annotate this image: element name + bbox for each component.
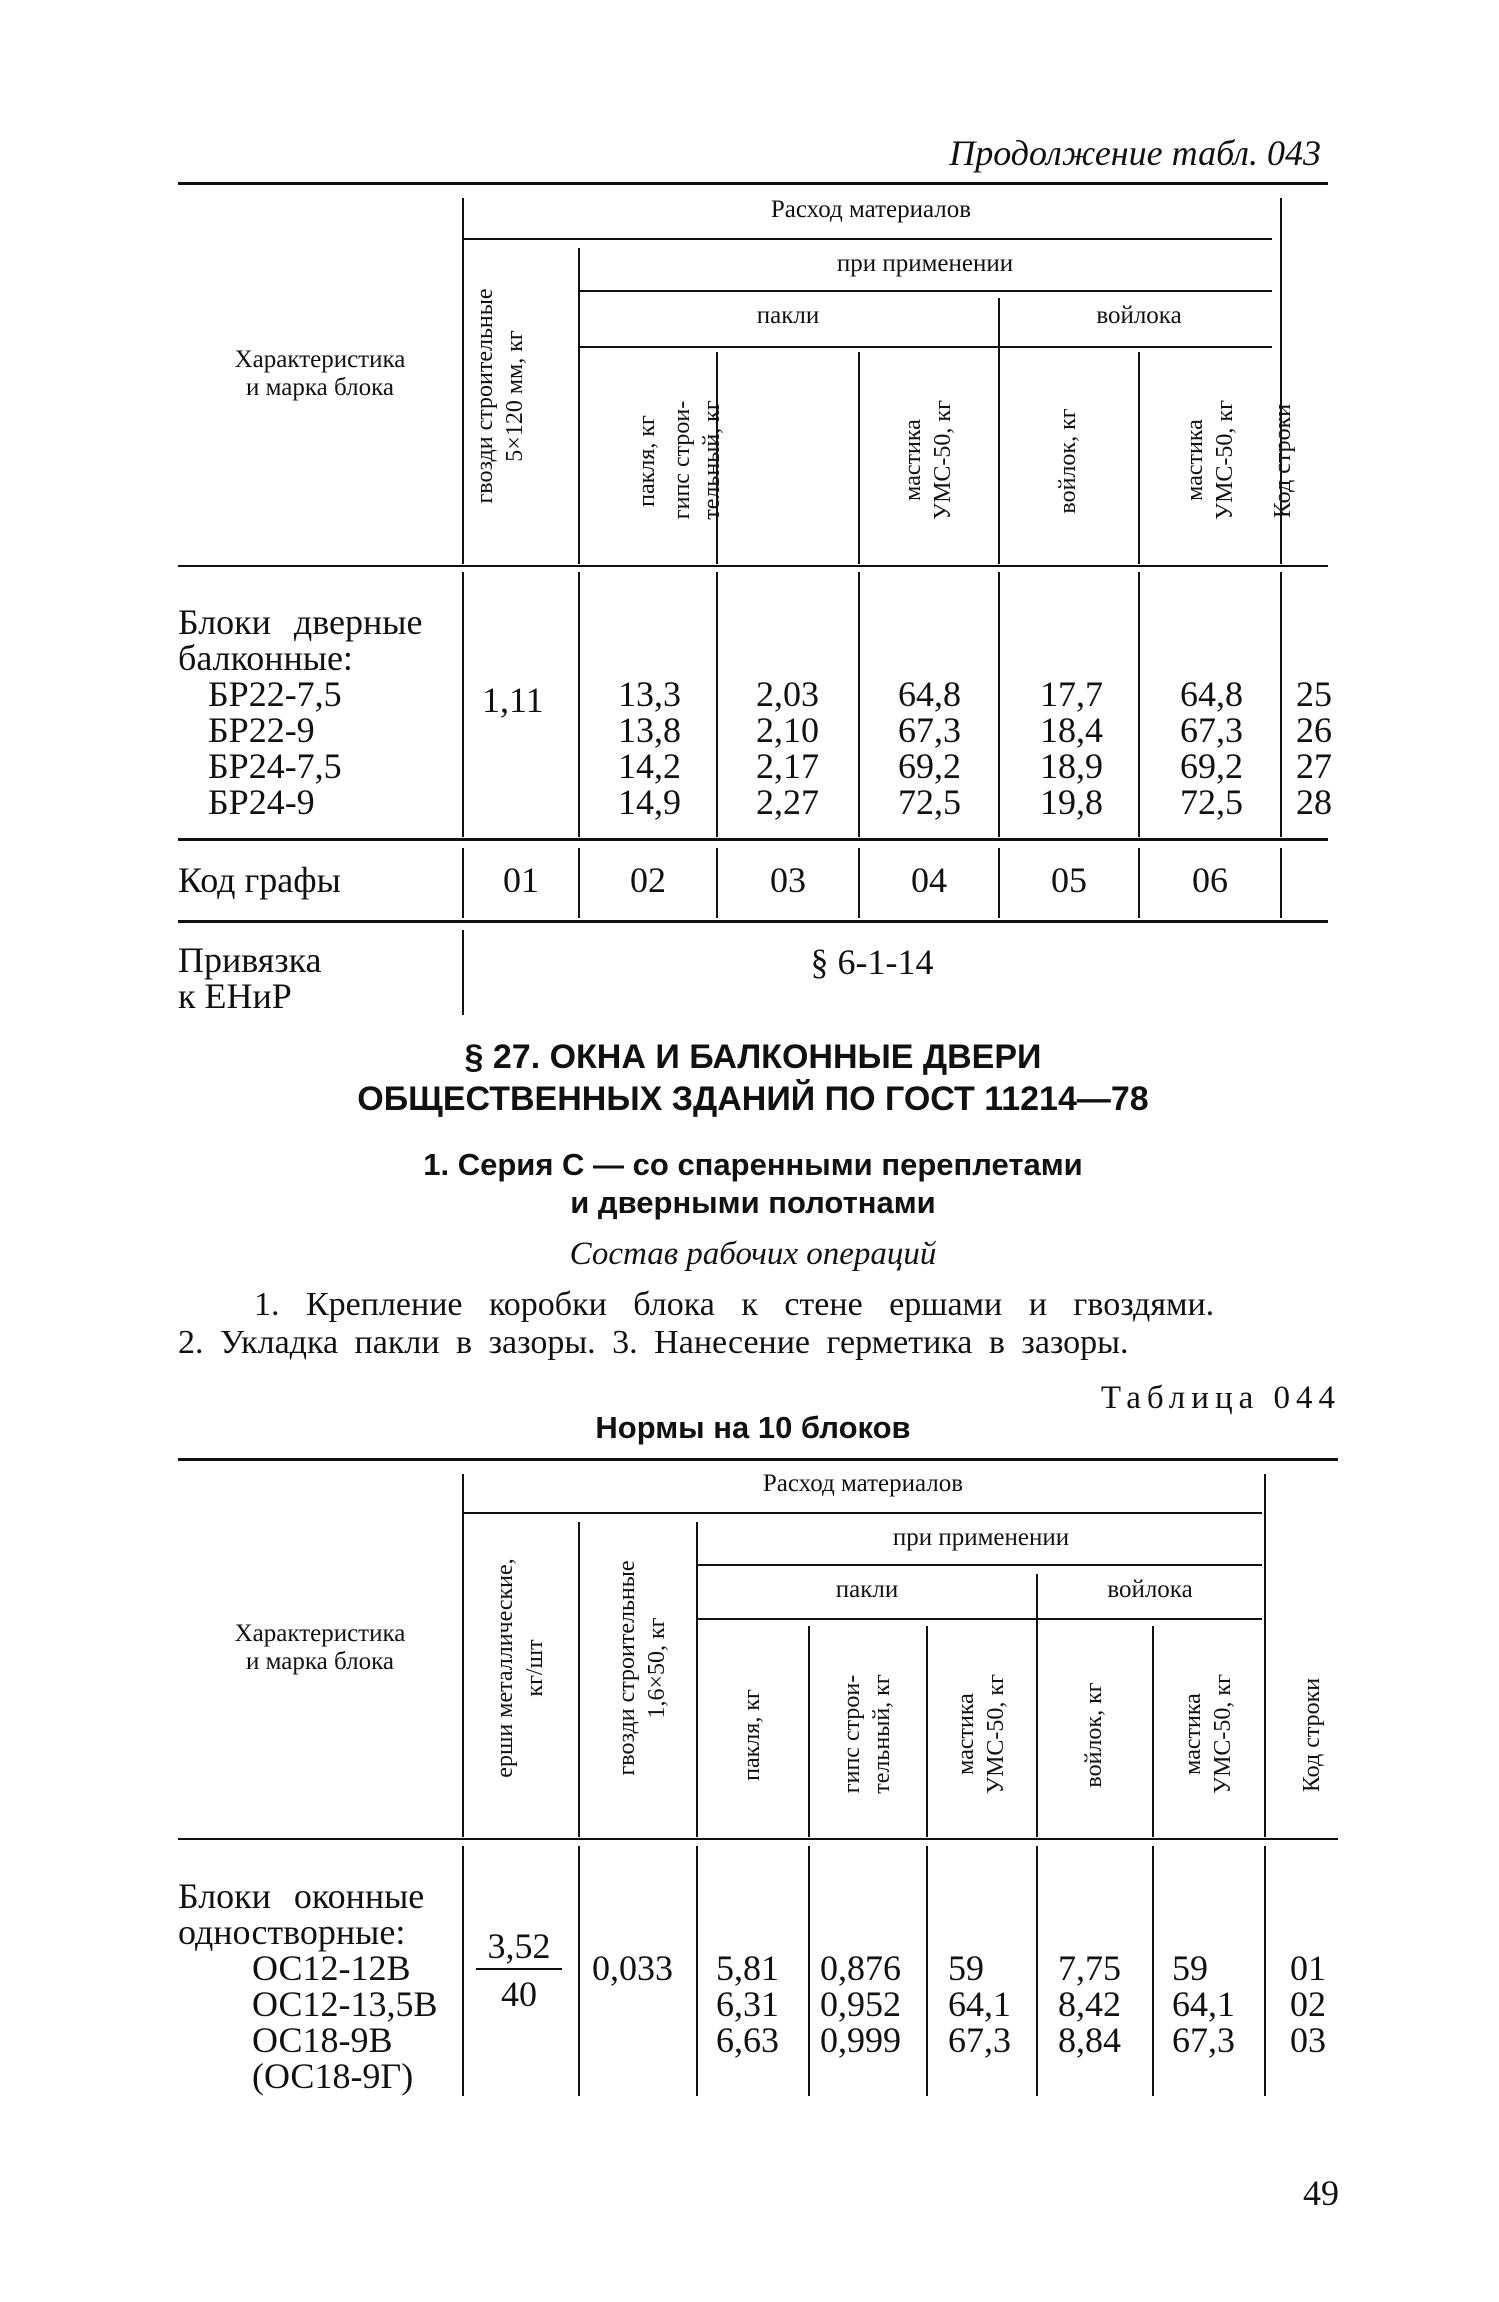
code2-column: 01 02 03 — [1290, 1948, 1326, 2060]
pakli-header: пакли — [756, 302, 820, 329]
marks-column — [208, 676, 342, 820]
col-mastika-header: мастика УМС-50, кг — [900, 400, 956, 520]
table-label: Таблица 044 — [1100, 1380, 1341, 1416]
sub-header-2: при применении — [892, 1524, 1070, 1551]
list-item: БР24-7,5 — [208, 746, 342, 786]
list-item: БР24-9 — [208, 782, 315, 822]
series-title: 1. Серия С — со спаренными переплетами и дверными полотнами — [423, 1147, 1083, 1220]
char-header: Характеристика и марка блока — [234, 346, 406, 401]
col-mastika2-header: мастика УМС-50, кг — [1182, 400, 1238, 520]
group-label: Блоки дверные балконные: — [178, 602, 423, 678]
mastika2-column: 64,8 67,3 69,2 72,5 — [1180, 674, 1243, 822]
list-item: БР22-7,5 — [208, 674, 342, 714]
code-grafy-05: 05 — [1051, 860, 1087, 900]
code-grafy-02: 02 — [630, 860, 666, 900]
group-label-2: Блоки оконные одностворные: — [178, 1876, 425, 1952]
col-voilok2-header: войлок, кг — [1081, 1682, 1107, 1788]
col-code2-header: Код строки — [1299, 1677, 1325, 1793]
section-title: § 27. ОКНА И БАЛКОННЫЕ ДВЕРИ ОБЩЕСТВЕННЫХ ЗДАНИЙ ПО ГОСТ 11214—78 — [357, 1038, 1149, 1118]
code-grafy-06: 06 — [1192, 860, 1228, 900]
paklya2-column: 5,81 6,31 6,63 — [716, 1948, 779, 2060]
voilok-header-2: войлока — [1107, 1576, 1193, 1603]
col-ershi-header: ерши металлические, кг/шт — [492, 1558, 548, 1778]
continuation-caption: Продолжение табл. 043 — [949, 133, 1321, 173]
code-grafy-03: 03 — [770, 860, 806, 900]
pakli-header-2: пакли — [835, 1576, 899, 1603]
list-item: (ОС18-9Г) — [252, 2056, 414, 2096]
code-grafy-04: 04 — [911, 860, 947, 900]
code-column: 25 26 27 28 — [1296, 674, 1332, 822]
code-grafy-01: 01 — [503, 860, 539, 900]
col-mastika4-header: мастика УМС-50, кг — [1180, 1674, 1236, 1794]
sub-header: при применении — [836, 250, 1014, 277]
voilok-column: 17,7 18,4 18,9 19,8 — [1040, 674, 1103, 822]
voilok-header: войлока — [1096, 302, 1182, 329]
privyazka-value: § 6-1-14 — [810, 942, 934, 982]
code-grafy-label: Код графы — [178, 860, 341, 900]
list-item: БР22-9 — [208, 710, 315, 750]
ops-title: Состав рабочих операций — [569, 1236, 937, 1272]
ershi-fraction: 3,52 40 — [476, 1926, 562, 2014]
gips2-column: 0,876 0,952 0,999 — [820, 1948, 901, 2060]
char-header-2: Характеристика и марка блока — [234, 1620, 406, 1675]
ops-text: 1. Крепление коробки блока к стене ершами и гвоздями. 2. Укладка пакли в зазоры. 3. Нанесение герметика в зазоры. — [178, 1286, 1215, 1361]
paklya-column: 13,3 13,8 14,2 14,9 — [618, 674, 681, 822]
nails-value: 1,11 — [482, 680, 544, 720]
marks-column-2 — [252, 1950, 437, 2094]
col-gips2-header: гипс строи- тельный, кг — [839, 1674, 895, 1794]
mastika3-column: 59 64,1 67,3 — [948, 1948, 1011, 2060]
list-item: ОС18-9В — [252, 2020, 393, 2060]
list-item: ОС12-13,5В — [252, 1984, 438, 2024]
page-number: 49 — [1303, 2173, 1339, 2213]
gips-column: 2,03 2,10 2,17 2,27 — [756, 674, 819, 822]
voilok2-column: 7,75 8,42 8,84 — [1058, 1948, 1121, 2060]
col-gips-header: гипс строи- тельный, кг — [669, 400, 725, 520]
col-nails2-header: гвозди строительные 1,6×50, кг — [614, 1560, 670, 1776]
col-mastika3-header: мастика УМС-50, кг — [953, 1674, 1009, 1794]
group-header: Расход материалов — [770, 196, 972, 223]
col-code-header: Код строки — [1270, 403, 1296, 519]
norms-title: Нормы на 10 блоков — [595, 1410, 911, 1445]
col-voilok-header: войлок, кг — [1055, 408, 1081, 514]
mastika4-column: 59 64,1 67,3 — [1172, 1948, 1235, 2060]
col-paklya2-header: пакля, кг — [739, 1689, 765, 1781]
group-header-2: Расход материалов — [762, 1470, 964, 1497]
privyazka-label: Привязка к ЕНиР — [178, 940, 322, 1016]
nails2-value: 0,033 — [592, 1948, 673, 1988]
list-item: ОС12-12В — [252, 1948, 411, 1988]
mastika-column: 64,8 67,3 69,2 72,5 — [898, 674, 961, 822]
col-paklya-header: пакля, кг — [634, 415, 660, 507]
col-nails-header: гвозди строительные 5×120 мм, кг — [472, 288, 528, 504]
